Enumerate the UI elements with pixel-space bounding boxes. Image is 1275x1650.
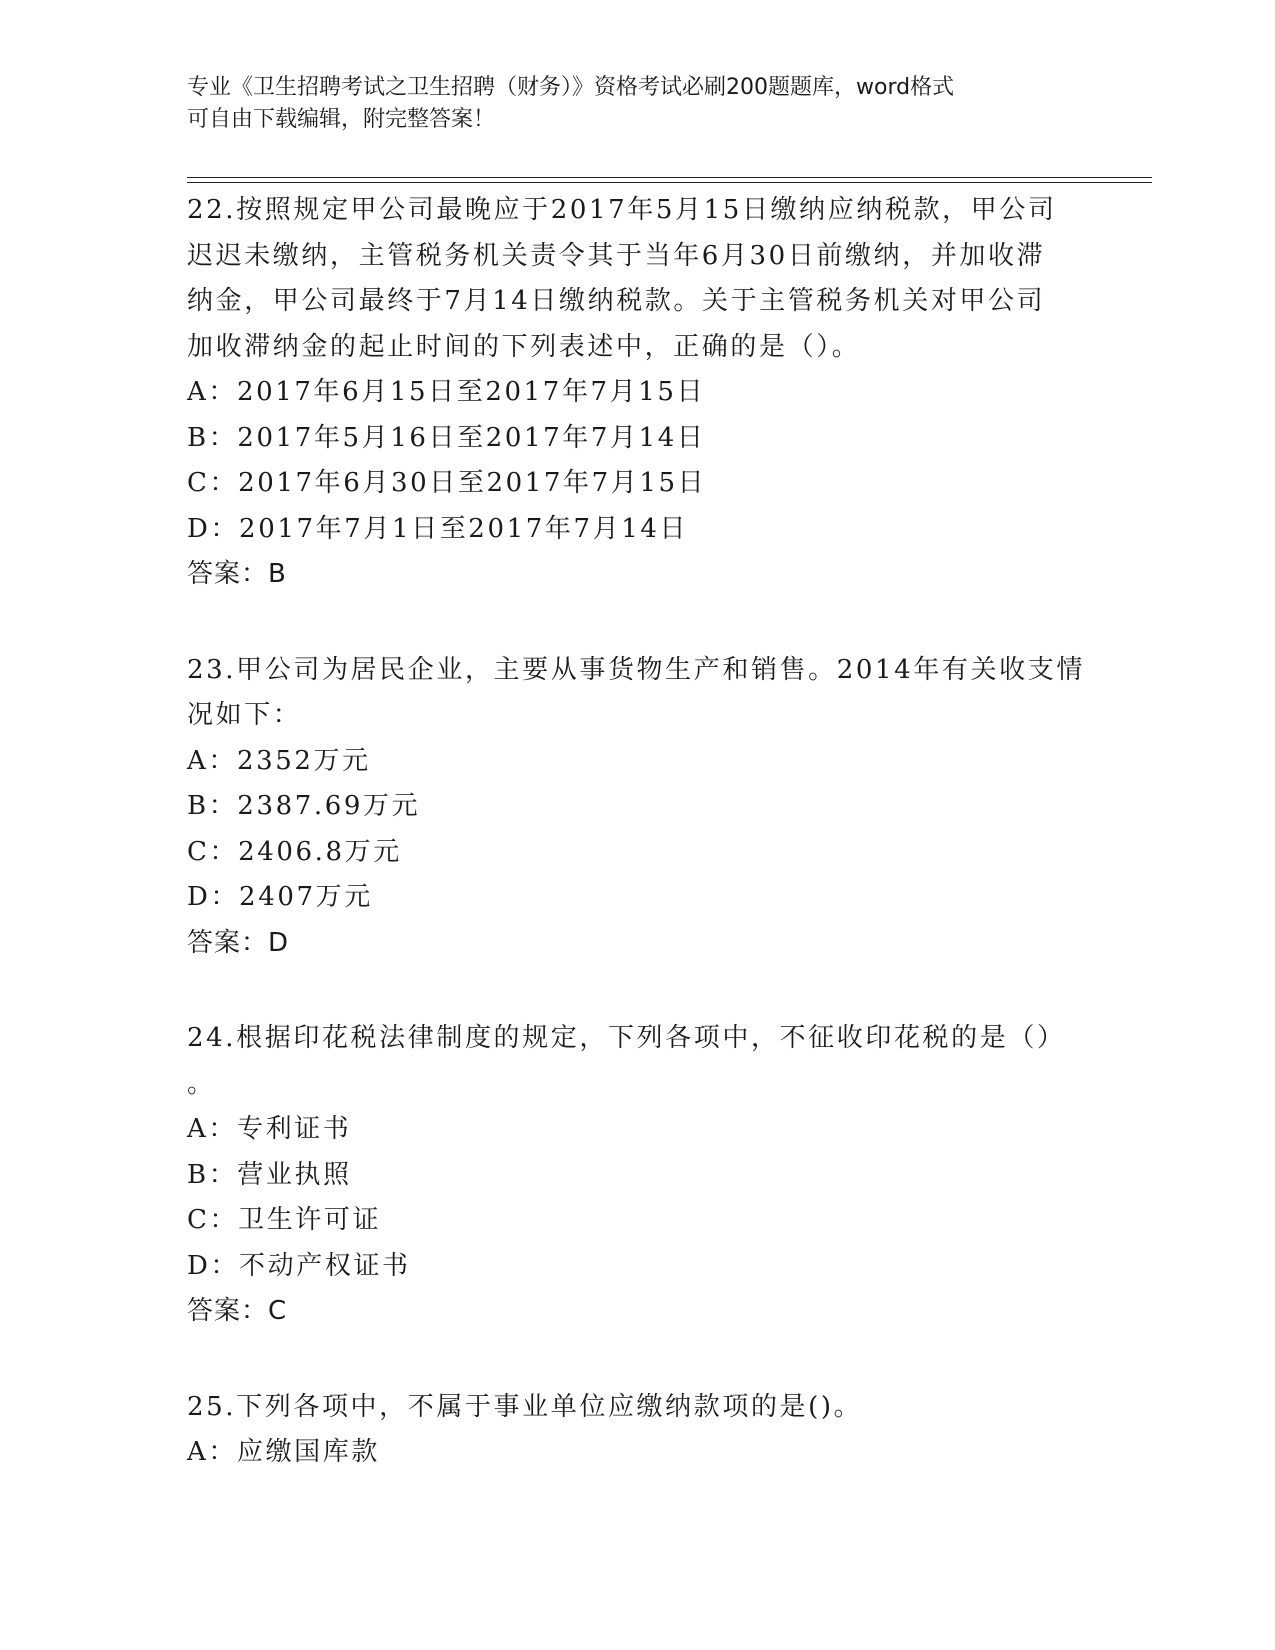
option-d: D：不动产权证书 <box>187 1250 411 1281</box>
header-divider-top <box>187 177 1152 178</box>
question-text-line: 纳金，甲公司最终于7月14日缴纳税款。关于主管税务机关对甲公司 <box>187 286 1046 316</box>
question-text-line: 22.按照规定甲公司最晚应于2017年5月15日缴纳应纳税款，甲公司 <box>187 195 1057 225</box>
question-text-line: 23.甲公司为居民企业，主要从事货物生产和销售。2014年有关收支情 <box>187 654 1085 685</box>
question-text-line: 24.根据印花税法律制度的规定，下列各项中，不征收印花税的是（） <box>187 1023 1066 1053</box>
header-divider-bottom <box>187 182 1152 183</box>
option-d: D：2017年7月1日至2017年7月14日 <box>187 513 689 544</box>
option-b: B：2017年5月16日至2017年7月14日 <box>187 422 706 453</box>
option-c: C：2017年6月30日至2017年7月15日 <box>187 468 707 498</box>
option-c: C：卫生许可证 <box>187 1205 382 1235</box>
document-header <box>187 72 1067 136</box>
answer-line: 答案：C <box>187 1296 288 1326</box>
header-line-1: 专业《卫生招聘考试之卫生招聘（财务）》资格考试必刷200题题库，word格式 <box>187 75 955 100</box>
option-a: A：专利证书 <box>187 1114 352 1144</box>
answer-line: 答案：D <box>187 927 290 958</box>
question-text-line: 25.下列各项中，不属于事业单位应缴纳款项的是()。 <box>187 1391 863 1422</box>
question-23 <box>187 648 1107 967</box>
question-text-line: 加收滞纳金的起止时间的下列表述中，正确的是（）。 <box>187 331 861 362</box>
option-b: B：营业执照 <box>187 1159 352 1190</box>
option-d: D：2407万元 <box>187 882 373 912</box>
answer-line: 答案：B <box>187 559 287 589</box>
question-text-line: 况如下： <box>187 700 302 730</box>
header-line-2: 可自由下载编辑，附完整答案！ <box>187 107 496 132</box>
question-22 <box>187 188 1107 598</box>
option-b: B：2387.69万元 <box>187 791 421 821</box>
option-a: A：应缴国库款 <box>187 1437 380 1467</box>
question-text-line: 。 <box>187 1068 216 1099</box>
question-24 <box>187 1016 1107 1335</box>
question-list <box>187 188 1107 1526</box>
option-c: C：2406.8万元 <box>187 836 402 867</box>
option-a: A：2017年6月15日至2017年7月15日 <box>187 377 706 407</box>
question-text-line: 迟迟未缴纳，主管税务机关责令其于当年6月30日前缴纳，并加收滞 <box>187 240 1046 271</box>
question-25 <box>187 1385 1107 1476</box>
option-a: A：2352万元 <box>187 745 371 776</box>
